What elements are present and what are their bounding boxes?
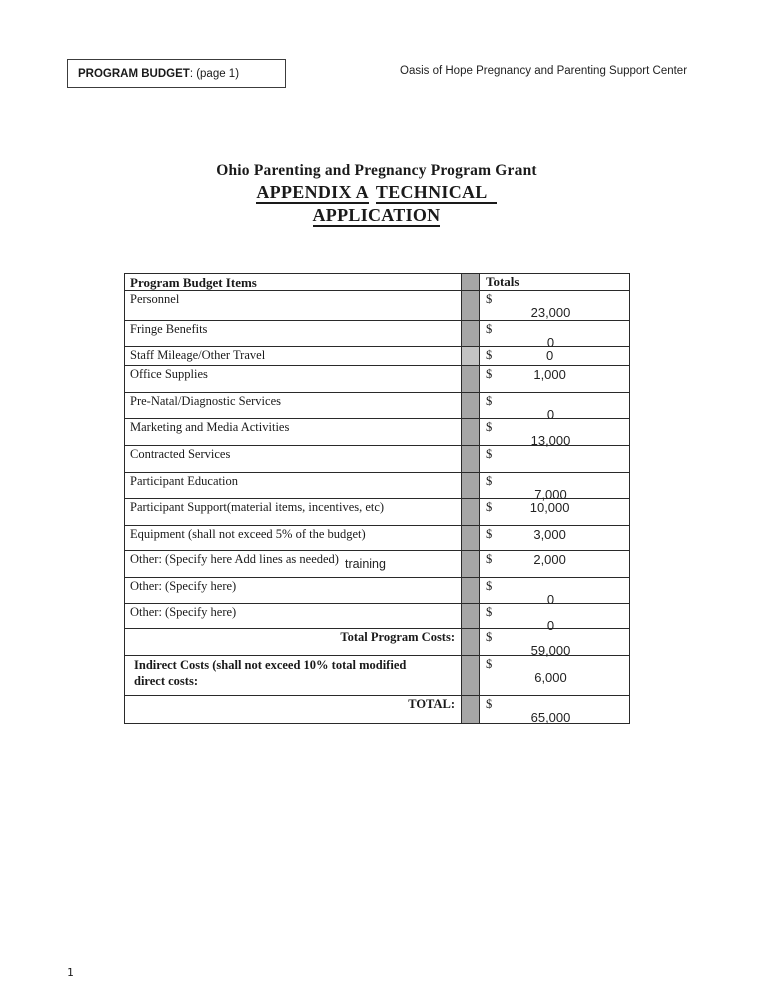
page-number: 1 [67, 966, 74, 979]
separator-cell [462, 526, 480, 550]
total-program-costs-label: Total Program Costs: [125, 629, 462, 655]
separator-cell [462, 604, 480, 628]
budget-amount-cell [480, 366, 629, 392]
budget-amount-cell [480, 551, 629, 577]
budget-item-label [125, 551, 462, 577]
budget-item-label: Other: (Specify here) [125, 578, 462, 603]
indirect-costs-amount: 6,000 [534, 670, 567, 685]
currency-symbol: $ [486, 420, 493, 434]
separator-cell [462, 656, 480, 695]
budget-item-label: Personnel [125, 291, 462, 320]
budget-amount-cell [480, 446, 629, 472]
budget-amount-cell [480, 419, 629, 448]
currency-symbol: $ [486, 474, 493, 488]
grand-total-row [125, 696, 629, 723]
program-budget-box [67, 59, 286, 88]
organization-name: Oasis of Hope Pregnancy and Parenting Support Center [400, 65, 688, 77]
separator-cell [462, 347, 480, 365]
separator-cell [462, 393, 480, 418]
currency-symbol: $ [486, 322, 493, 336]
budget-amount-cell [480, 393, 629, 422]
currency-symbol: $ [486, 447, 493, 461]
budget-item-text: Other: (Specify here Add lines as needed) [130, 552, 339, 566]
budget-amount-cell [480, 347, 629, 365]
budget-amount: 13,000 [530, 433, 571, 448]
budget-amount-cell [480, 473, 629, 502]
application-text: APPLICATION [312, 205, 441, 225]
page-1-label: : (page 1) [189, 67, 240, 80]
budget-item-label: Pre-Natal/Diagnostic Services [125, 393, 462, 418]
budget-amount: 10,000 [529, 500, 570, 515]
technical-text: TECHNICAL [376, 182, 497, 204]
budget-amount-cell [480, 321, 629, 350]
table-row [125, 291, 629, 321]
budget-item-label: Equipment (shall not exceed 5% of the budget) [125, 526, 462, 550]
total-program-costs-amount: 59,000 [530, 643, 571, 658]
program-budget-table [124, 273, 630, 724]
table-row [125, 604, 629, 633]
budget-item-label: Staff Mileage/Other Travel [125, 347, 462, 365]
application-title-line [124, 204, 629, 227]
budget-amount-cell [480, 499, 629, 525]
budget-amount: 0 [546, 592, 555, 607]
currency-symbol: $ [486, 552, 493, 566]
budget-amount: 0 [546, 348, 554, 363]
separator-cell [462, 291, 480, 320]
currency-symbol: $ [486, 630, 493, 644]
separator-cell [462, 419, 480, 445]
budget-amount: 1,000 [533, 367, 566, 382]
total-program-costs-row [125, 629, 629, 656]
budget-amount-cell [480, 526, 629, 550]
currency-symbol: $ [486, 527, 493, 541]
separator-cell [462, 629, 480, 655]
grant-title: Ohio Parenting and Pregnancy Program Grant [216, 162, 537, 179]
indirect-costs-row [125, 656, 629, 696]
budget-item-label: Other: (Specify here) [125, 604, 462, 628]
budget-amount-cell [480, 696, 629, 723]
separator-cell [462, 578, 480, 603]
budget-amount: 7,000 [534, 487, 567, 502]
table-row [125, 473, 629, 502]
currency-symbol: $ [486, 394, 493, 408]
table-row [125, 446, 629, 473]
budget-item-label: Contracted Services [125, 446, 462, 472]
budget-item-label: Participant Education [125, 473, 462, 498]
budget-amount: 0 [546, 407, 555, 422]
program-budget-label: PROGRAM BUDGET [78, 67, 190, 80]
separator-cell [462, 274, 480, 290]
separator-cell [462, 551, 480, 577]
budget-amount-cell [480, 604, 629, 633]
budget-item-label: Marketing and Media Activities [125, 419, 462, 445]
budget-amount-cell [480, 629, 629, 658]
table-row [125, 419, 629, 446]
table-row [125, 578, 629, 607]
budget-amount-cell [480, 291, 629, 320]
separator-cell [462, 321, 480, 346]
currency-symbol: $ [486, 605, 493, 619]
budget-amount: 23,000 [530, 305, 571, 320]
other-specify-filled-value: training [344, 557, 386, 571]
table-row [125, 393, 629, 422]
currency-symbol: $ [486, 367, 493, 381]
budget-amount: 0 [546, 335, 555, 350]
table-row [125, 321, 629, 350]
appendix-title-line [124, 181, 629, 204]
separator-cell [462, 446, 480, 472]
table-row [125, 499, 629, 526]
table-header-row [125, 274, 629, 291]
table-row [125, 526, 629, 551]
separator-cell [462, 366, 480, 392]
column-header-totals: Totals [486, 274, 520, 289]
column-header-items: Program Budget Items [125, 274, 462, 290]
currency-symbol: $ [486, 500, 493, 514]
indirect-costs-label: Indirect Costs (shall not exceed 10% total modified direct costs: [125, 656, 462, 695]
appendix-a-text: APPENDIX A [256, 182, 369, 202]
budget-amount: 3,000 [533, 527, 566, 542]
budget-amount-cell [480, 656, 629, 695]
budget-amount: 2,000 [533, 552, 566, 567]
document-title [124, 160, 629, 227]
table-row [125, 366, 629, 393]
currency-symbol: $ [486, 292, 493, 306]
table-row [125, 551, 629, 578]
currency-symbol: $ [486, 348, 493, 362]
currency-symbol: $ [486, 579, 493, 593]
currency-symbol: $ [486, 657, 493, 671]
grand-total-label: TOTAL: [125, 696, 462, 723]
budget-item-label: Office Supplies [125, 366, 462, 392]
budget-item-label: Participant Support(material items, incentives, etc) [125, 499, 462, 525]
separator-cell [462, 696, 480, 723]
separator-cell [462, 499, 480, 525]
currency-symbol: $ [486, 697, 493, 711]
budget-amount-cell [480, 578, 629, 607]
budget-item-label: Fringe Benefits [125, 321, 462, 346]
budget-amount: 0 [546, 618, 555, 633]
table-row [125, 347, 629, 366]
separator-cell [462, 473, 480, 498]
grand-total-amount: 65,000 [530, 710, 571, 725]
